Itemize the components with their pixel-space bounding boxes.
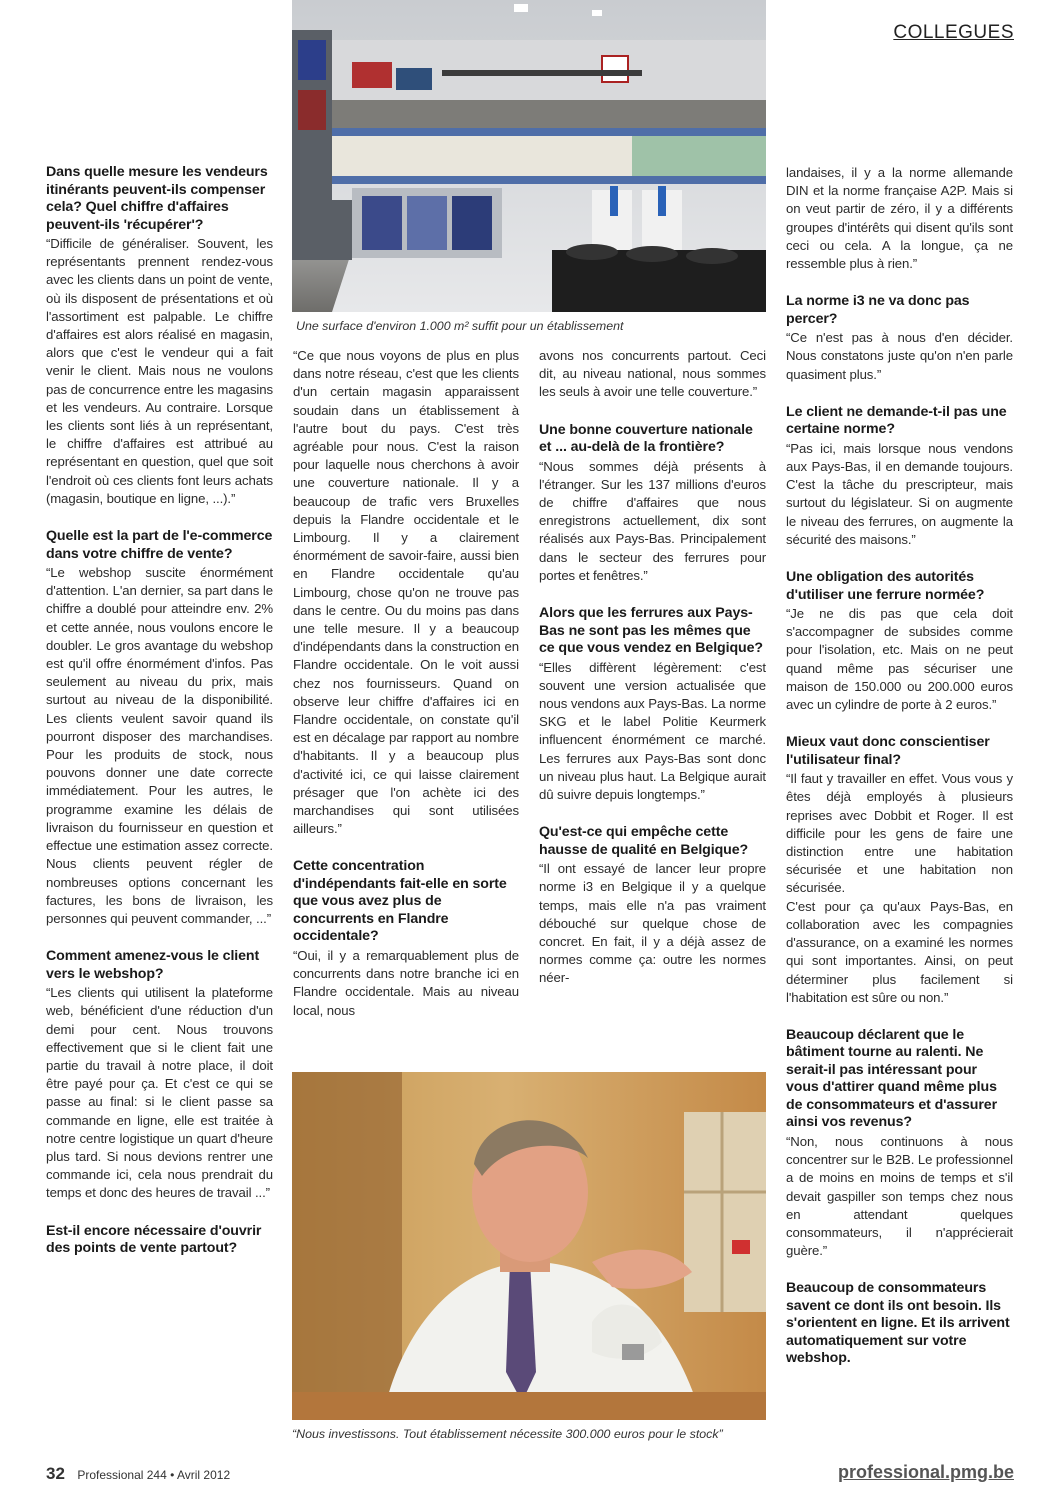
question-heading: Alors que les ferrures aux Pays-Bas ne sont pas les mêmes que ce que vous vendez en Belgique? [539,605,763,657]
page-number: 32 [46,1464,65,1483]
question-heading: Quelle est la part de l'e-commerce dans votre chiffre de vente? [46,528,273,562]
question-heading: Beaucoup de consommateurs savent ce dont ils ont besoin. Ils s'orientent en ligne. Et ils arrivent automatiquement sur votre webshop. [786,1280,1010,1367]
portrait-photo-caption: “Nous investissons. Tout établissement nécessite 300.000 euros pour le stock” [292,1427,723,1441]
portrait-photo-image [292,1072,766,1420]
question-heading: Comment amenez-vous le client vers le webshop? [46,948,260,982]
answer-paragraph: C'est pour ça qu'aux Pays-Bas, en collaboration avec les compagnies d'assurance, on a examiné les normes qui sont importantes. Ainsi, on peut déterminer plus facilement si l'habitation est sûre ou non.” [786,898,1013,1005]
column-1 [46,164,273,1259]
question-heading: Beaucoup déclarent que le bâtiment tourne au ralenti. Ne serait-il pas intéressant pour vous d'attirer quand même plus de consommateurs et d'assurer ainsi vos revenus? [786,1026,998,1131]
question-heading: Une bonne couverture nationale et ... au-delà de la frontière? [539,421,753,456]
answer-paragraph: “Je ne dis pas que cela doit s'accompagner de subsides comme pour l'isolation, etc. Mais on ne peut quand même pas sécuriser une maison de 150.000 ou 200.000 euros avec un cylindre de porte à 2 euros.” [786,606,1013,713]
answer-paragraph: “Elles diffèrent légèrement: c'est souvent une version actualisée que nous vendons aux Pays-Bas. La norme SKG et le label Politie Keurmerk influencent énormément ce marché. Les ferrures aux Pays-Bas sont donc un niveau plus haut. La Belgique aurait dû suivre depuis longtemps.” [539,659,766,802]
answer-paragraph: avons nos concurrents partout. Ceci dit, au niveau national, nous sommes les seuls à avoir une telle couverture.” [539,348,766,400]
store-photo-image [292,0,766,312]
answer-paragraph: “Nous sommes déjà présents à l'étranger. Sur les 137 millions d'euros de chiffre d'affaires que nous enregistrons actuellement, dix sont réalisés aux Pays-Bas. Principalement dans le secteur des ferrures pour portes et fenêtres.” [539,458,766,583]
column-4 [786,164,1013,1369]
question-heading: Dans quelle mesure les vendeurs itinérants peuvent-ils compenser cela? Quel chiffre d'affaires peuvent-ils 'récupérer'? [46,164,268,233]
section-tag: COLLEGUES [893,22,1014,43]
portrait-photo [292,1072,766,1420]
question-heading: Une obligation des autorités d'utiliser une ferrure normée? [786,569,985,603]
column-2 [293,347,519,1020]
answer-paragraph: “Oui, il y a remarquablement plus de concurrents dans notre branche ici en Flandre occidentale. Mais au niveau local, nous [293,947,519,1018]
question-heading: Est-il encore nécessaire d'ouvrir des points de vente partout? [46,1222,262,1257]
answer-paragraph: “Ce n'est pas à nous d'en décider. Nous constatons juste qu'on n'en parle quasiment plus.” [786,330,1013,382]
question-heading: Le client ne demande-t-il pas une certaine norme? [786,403,1007,438]
question-heading: Qu'est-ce qui empêche cette hausse de qualité en Belgique? [539,824,749,858]
question-heading: La norme i3 ne va donc pas percer? [786,293,970,327]
answer-paragraph: “Les clients qui utilisent la plateforme web, bénéficient d'une réduction d'un demi pour cent. Nous trouvons effectivement que si le client fait une partie du travail à notre place, il doit être payé pour ça. Et c'est ce qui se passe au final: si le client passe sa commande en ligne, elle est traitée à notre centre logistique un quart d'heure plus tard. Si nous devions rentrer une commande ici, cela nous prendrait du temps et donc des heures de travail ...” [46,985,273,1201]
answer-paragraph: “Le webshop suscite énormément d'attention. L'an dernier, sa part dans le chiffre a doublé pour atteindre env. 2% et cette année, nous voulons encore le doubler. Le gros avantage du webshop est qu'il offre énormément d'infos. Pas seulement au niveau du prix, mais surtout au niveau de la disponibilité. Les clients veulent savoir quand ils pourront disposer des marchandises. Pour les produits de stock, nous pouvons donner une date correcte immédiatement. Pour les autres, le programme examine les délais de livraison du fournisseur en question et effectue une estimation assez correcte. Nous clients peuvent régler de nombreuses options concernant les factures, les bons de livraison, les personnes qui peuvent commander, ...” [46,565,273,926]
website-link[interactable]: professional.pmg.be [837,1462,1014,1482]
question-heading: Mieux vaut donc conscientiser l'utilisateur final? [786,734,990,768]
answer-paragraph: landaises, il y a la norme allemande DIN et la norme française A2P. Mais si on veut partir de zéro, il y a différents groupes d'intérêts qui disent qu'ils sont ceci ou cela. A la longue, ça ne ressemble plus à rien.” [786,165,1013,272]
footer-left [46,1464,230,1484]
answer-paragraph: “Difficile de généraliser. Souvent, les représentants prennent rendez-vous avec les clients dans un point de vente, où ils disposent de présentations et où l'assortiment est palpable. Le chiffre d'affaires est alors réalisé en magasin, alors que c'est le vendeur qui a fait venir le client. Mais nous ne voulons pas de concurrence entre les magasins et les vendeurs. Au contraire. Lorsque les clients sont liés à un représentant, le chiffre d'affaires est attribué au représentant en question, quel que soit l'endroit où ces clients font leurs achats (magasin, boutique en ligne, ...).” [46,236,273,506]
store-photo [292,0,766,312]
publication-info: Professional 244 • Avril 2012 [77,1468,231,1482]
column-3 [539,347,766,988]
question-heading: Cette concentration d'indépendants fait-elle en sorte que vous avez plus de concurrents en Flandre occidentale? [293,858,507,945]
answer-paragraph: “Non, nous continuons à nous concentrer sur le B2B. Le professionnel a de moins en moins de temps et s'il devait gaspiller son temps chez nous en attendant quelques consommateurs, il n'apprécierait guère.” [786,1133,1014,1259]
answer-paragraph: “Ce que nous voyons de plus en plus dans notre réseau, c'est que les clients d'un certain magasin apparaissent soudain dans un établissement à l'autre bout du pays. C'est très agréable pour nous. C'est la raison pour laquelle nous cherchons à avoir une couverture nationale. Il y a beaucoup de trafic vers Bruxelles depuis la Flandre occidentale et le Limbourg. Il y a clairement énormément de savoir-faire, aussi bien en Flandre occidentale qu'au Limbourg, chose qu'on ne trouve pas dans le centre. Ou du moins pas dans une telle mesure. Il y a beaucoup d'indépendants dans la construction en Flandre occidentale. On le voit aussi chez nos fournisseurs. Quand on observe leur chiffre d'affaires ici en Flandre occidentale, on constate qu'il est en décalage par rapport au nombre d'habitants. Il y a beaucoup plus d'activité ici, ce qui laisse clairement présager que l'on achète ici des marchandises qui sont utilisées ailleurs.” [293,348,519,837]
answer-paragraph: “Pas ici, mais lorsque nous vendons aux Pays-Bas, il en demande toujours. C'est la tâche du prescripteur, mais surtout du législateur. Si on augmente le niveau des ferrures, on augmente la sécurité des maisons.” [786,440,1013,547]
answer-paragraph: “Il faut y travailler en effet. Vous vous y êtes déjà employés à plusieurs reprises avec Dobbit et Roger. Il est difficile pour les gens de faire une distinction entre une habitation sécurisée et une habitation non sécurisée. [786,771,1013,896]
answer-paragraph: “Il ont essayé de lancer leur propre norme i3 en Belgique il y a quelque temps, mais elle n'a pas vraiment débouché sur quelque chose de concret. En fait, il y a déjà assez de normes comme ça: outre les normes néer- [539,861,766,986]
store-photo-caption: Une surface d'environ 1.000 m² suffit pour un établissement [296,319,624,333]
